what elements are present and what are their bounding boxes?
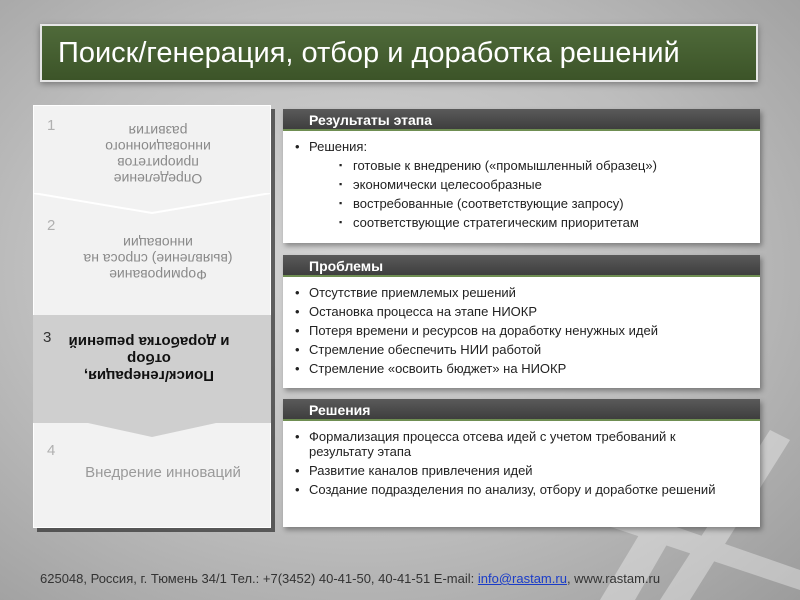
results-list [283,131,760,240]
list-item: • Отсутствие приемлемых решений [309,285,752,300]
process-steps-panel [33,105,271,528]
step-number: 4 [47,442,56,459]
list-item: • Стремление обеспечить НИИ работой [309,342,752,357]
results-heading: Результаты этапа [283,109,760,131]
solutions-heading: Решения [283,399,760,421]
list-item: • Потеря времени и ресурсов на доработку ненужных идей [309,323,752,338]
step-number: 2 [47,217,56,234]
step-4 [33,430,271,528]
problems-heading: Проблемы [283,255,760,277]
results-box [283,109,760,243]
list-item: • Остановка процесса на этапе НИОКР [309,304,752,319]
list-item: • Развитие каналов привлечения идей [309,463,730,478]
list-item: • Создание подразделения по анализу, отбору и доработке решений [309,482,730,497]
page-title: Поиск/генерация, отбор и доработка решений [40,24,758,82]
step-number: 3 [43,329,52,346]
step-2 [33,205,271,315]
step-3-active [33,315,271,423]
step-label: Определение приоритетов инновационного развития [105,123,211,187]
footer-address: 625048, Россия, г. Тюмень 34/1 Тел.: +7(3452) 40-41-50, 40-41-51 E-mail: [40,571,478,586]
step-1 [33,105,271,205]
step-label: Формирование (выявление) спроса на инновации [83,235,233,283]
problems-box [283,255,760,388]
footer-contacts [40,571,780,586]
list-item: • Формализация процесса отсева идей с учетом требований к результату этапа [309,429,730,459]
list-item: ▪ соответствующие стратегическим приоритетам [353,215,752,230]
list-item: ▪ готовые к внедрению («промышленный образец») [353,158,752,173]
solutions-list [283,421,760,507]
list-item: ▪ экономически целесообразные [353,177,752,192]
problems-list [283,277,760,386]
step-number: 1 [47,117,56,134]
email-link[interactable]: info@rastam.ru [477,571,567,586]
footer-site: , www.rastam.ru [566,571,661,586]
list-item: ▪ востребованные (соответствующие запросу) [353,196,752,211]
list-item: • Стремление «освоить бюджет» на НИОКР [309,361,752,376]
step-label: Внедрение инноваций [85,464,241,481]
solutions-box [283,399,760,527]
list-item: • Решения: [309,139,752,154]
step-label: Поиск/генерация, отбор и доработка решений [68,333,230,384]
